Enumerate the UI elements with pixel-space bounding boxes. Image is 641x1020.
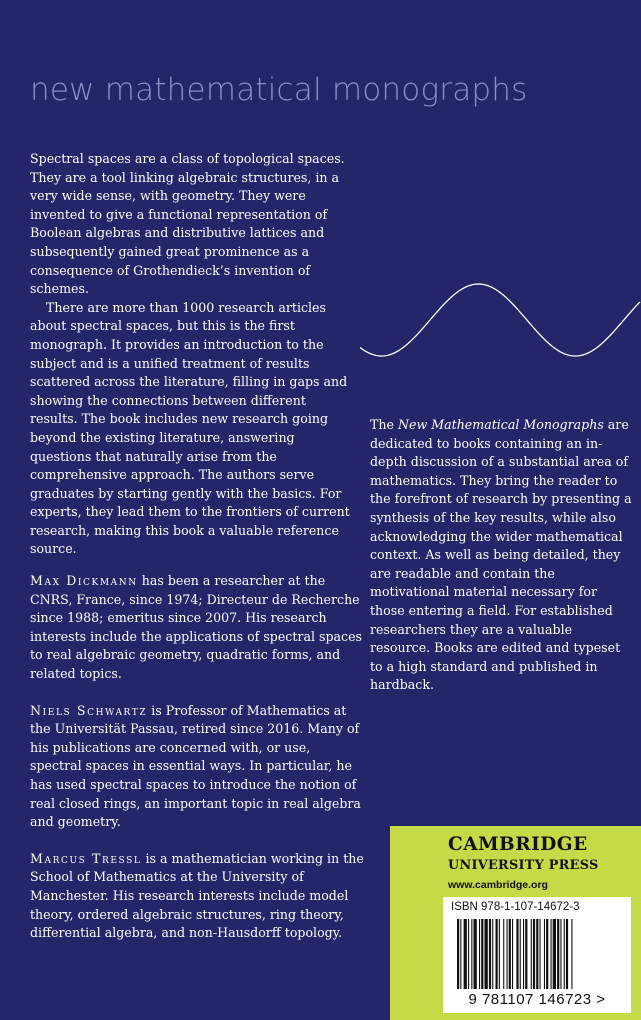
blurb-paragraph: Spectral spaces are a class of topological spaces. They are a tool linking algebraic structures, in a very wide sense, with geometry. They were invented to give a functional representation of Boolean algebras and distributive lattices and subsequently gained great prominence as a consequence of Grothendieck’s invention of schemes. bbox=[30, 151, 345, 297]
publisher-name: CAMBRIDGE bbox=[448, 834, 588, 855]
barcode-bar bbox=[546, 919, 548, 989]
series-title: new mathematical monographs bbox=[30, 72, 528, 108]
author-bio-text: is Professor of Mathematics at the Universität Passau, retired since 2016. Many of his publications are concerned with, or use, spectral spaces in essential ways. In particular, he has used spectral spaces to introduce the notion of real closed rings, an important topic in real algebra and geometry. bbox=[30, 702, 361, 830]
author-name: Max Dickmann bbox=[30, 573, 138, 588]
barcode-bar bbox=[485, 919, 488, 989]
series-desc-intro: The bbox=[370, 417, 398, 432]
barcode-bar bbox=[464, 919, 467, 989]
publisher-press: UNIVERSITY PRESS bbox=[448, 858, 599, 873]
isbn-label: ISBN 978-1-107-14672-3 bbox=[451, 901, 580, 913]
barcode-bar bbox=[557, 919, 559, 989]
barcode-bar bbox=[520, 919, 521, 989]
barcode-bar bbox=[553, 919, 556, 989]
barcode-bar bbox=[481, 919, 483, 989]
barcode-bar bbox=[571, 919, 572, 989]
barcode-bar bbox=[496, 919, 498, 989]
author-bios bbox=[30, 572, 365, 961]
barcode-bar bbox=[536, 919, 538, 989]
barcode-bar bbox=[489, 919, 491, 989]
barcode-bar bbox=[499, 919, 500, 989]
blurb-paragraph: There are more than 1000 research articles about spectral spaces, but this is the first monograph. It provides an introduction to the subject and is a unified treatment of results scattered across the literature, filling in gaps and showing the connections between different results. The book includes new research going beyond the existing literature, answering questions that naturally arise from the comprehensive approach. The authors serve graduates by starting gently with the basics. For experts, they lead them to the frontiers of current research, making this book a valuable reference source. bbox=[30, 299, 350, 557]
barcode-bar bbox=[540, 919, 541, 989]
author-bio-tressl bbox=[30, 850, 365, 943]
barcode-bar bbox=[544, 919, 545, 989]
barcode-bar bbox=[516, 919, 518, 989]
barcode-panel bbox=[443, 897, 631, 1013]
barcode-bar bbox=[474, 919, 477, 989]
barcode-bar bbox=[531, 919, 532, 989]
series-desc-body: are dedicated to books containing an in-depth discussion of a substantial area of mathematics. They bring the reader to the forefront of research by presenting a synthesis of the key results, while also acknowledging the wider mathematical context. As well as being detailed, they are readable and contain the motivational material necessary for those entering a field. For established researchers they are a valuable resource. Books are edited and typeset to a high standard and published in hardback. bbox=[370, 417, 632, 693]
barcode-bar bbox=[468, 919, 469, 989]
publisher-url: www.cambridge.org bbox=[448, 879, 548, 891]
barcode-bar bbox=[525, 919, 527, 989]
barcode-bar bbox=[560, 919, 561, 989]
barcode-bar bbox=[479, 919, 480, 989]
author-bio-text: has been a researcher at the CNRS, France, since 1974; Directeur de Recherche since 1988; emeritus since 2007. His research interests include the applications of spectral spaces to real algebraic geometry, quadratic forms, and related topics. bbox=[30, 573, 362, 681]
barcode-bar bbox=[551, 919, 552, 989]
author-bio-dickmann bbox=[30, 572, 365, 684]
barcode-bar bbox=[512, 919, 513, 989]
author-bio-text: is a mathematician working in the School of Mathematics at the University of Manchester. His research interests include model theory, ordered algebraic structures, ring theory, differential algebra, and non-Hausdorff topology. bbox=[30, 850, 364, 941]
barcode-bar bbox=[460, 919, 461, 989]
barcode-bar bbox=[509, 919, 511, 989]
author-bio-schwartz bbox=[30, 702, 365, 832]
series-description bbox=[370, 416, 632, 695]
publisher-box bbox=[390, 826, 641, 1020]
barcode-bar bbox=[507, 919, 508, 989]
author-name: Marcus Tressl bbox=[30, 850, 142, 866]
barcode-bar bbox=[523, 919, 524, 989]
barcode-bar bbox=[503, 919, 504, 989]
barcode-bar bbox=[492, 919, 493, 989]
sine-wave-decoration bbox=[360, 278, 641, 362]
barcode-digits: 9 781107 146723 > bbox=[468, 991, 606, 1008]
barcode-icon bbox=[457, 919, 617, 989]
series-name: New Mathematical Monographs bbox=[397, 417, 604, 432]
book-blurb bbox=[30, 150, 355, 559]
barcode-bar bbox=[564, 919, 565, 989]
author-name: Niels Schwartz bbox=[30, 702, 148, 718]
barcode-bar bbox=[457, 919, 459, 989]
barcode-bar bbox=[471, 919, 472, 989]
barcode-bar bbox=[533, 919, 535, 989]
barcode-bar bbox=[566, 919, 568, 989]
